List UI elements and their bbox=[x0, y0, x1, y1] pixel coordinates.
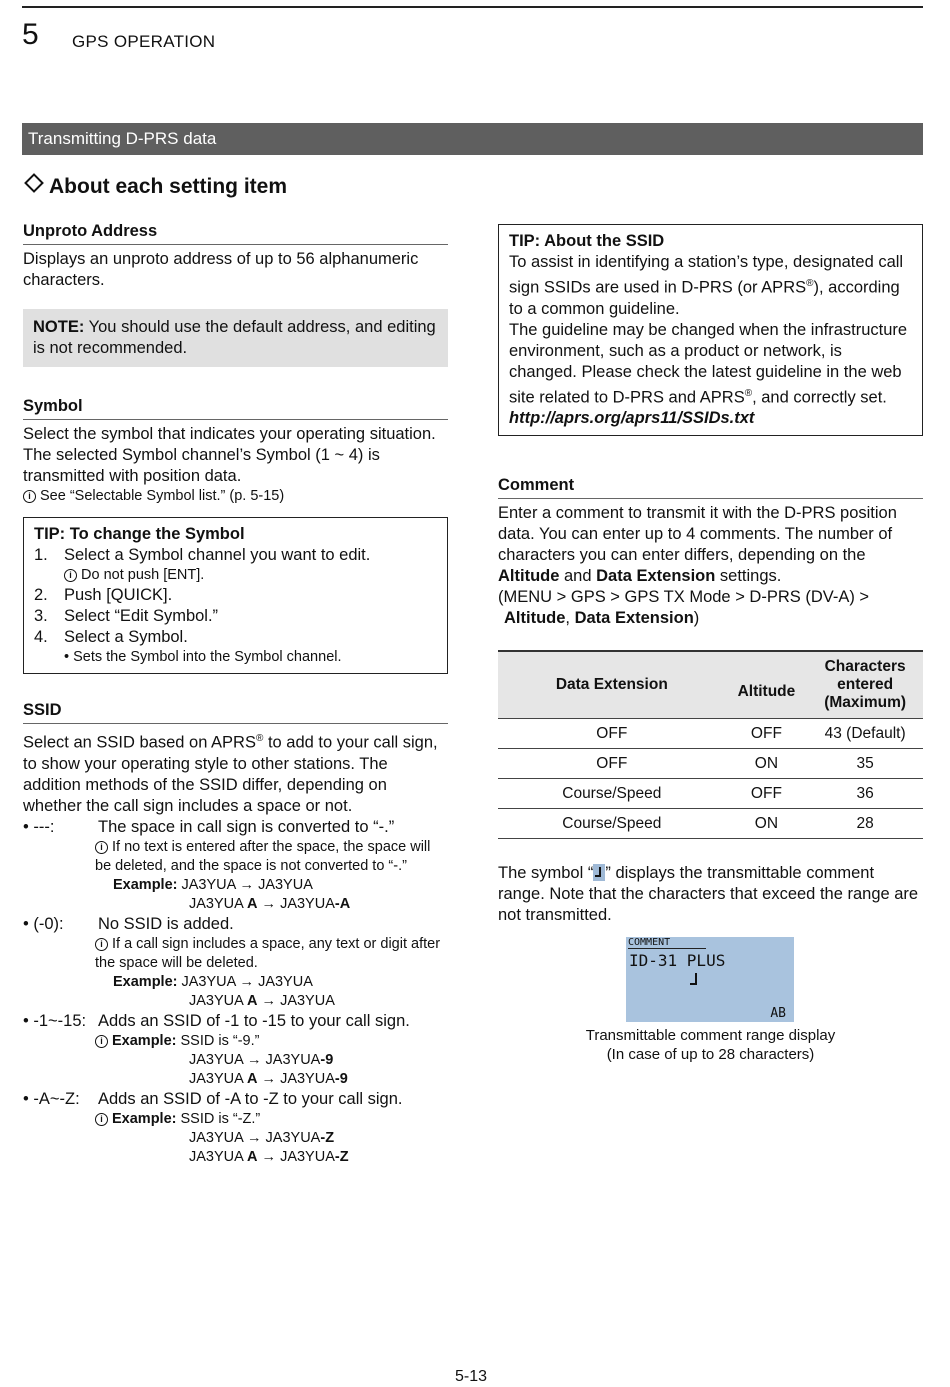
ssid-option-dash: • ---: The space in call sign is converted to “-.” bbox=[23, 817, 395, 836]
tip-ssid-text-2: The guideline may be changed when the infrastructure environment, such as a product or network, is changed. Please check the latest guideline in the web site related to D-PRS and APRS®, and correctly set. bbox=[509, 320, 908, 406]
tip-step-1-note: i Do not push [ENT]. bbox=[34, 566, 437, 585]
tip-step-1: 1. Select a Symbol channel you want to edit. bbox=[34, 546, 371, 564]
comment-title: Comment bbox=[498, 475, 923, 499]
comment-table bbox=[498, 650, 923, 839]
table-header: Characters entered (Maximum) bbox=[807, 651, 923, 719]
comment-section bbox=[498, 475, 923, 629]
tip-symbol-title: TIP: To change the Symbol bbox=[34, 525, 245, 543]
table-row: OFF OFF 43 (Default) bbox=[498, 719, 923, 749]
chapter-number: 5 bbox=[22, 18, 39, 51]
tip-step-4: 4. Select a Symbol. bbox=[34, 628, 188, 646]
unproto-note: NOTE: You should use the default address, and editing is not recommended. bbox=[23, 309, 448, 367]
table-row: Course/Speed ON 28 bbox=[498, 809, 923, 839]
table-header-row bbox=[498, 651, 923, 719]
comment-menu-path-2: Altitude, Data Extension) bbox=[504, 609, 700, 627]
ssid-title: SSID bbox=[23, 700, 448, 724]
tip-ssid-text: To assist in identifying a station’s type, designated call sign SSIDs are used in D-PRS (or APRS®), according to a common guideline. bbox=[509, 253, 904, 318]
ssid-option-letter: • -A~-Z: Adds an SSID of -A to -Z to your call sign. bbox=[23, 1089, 403, 1108]
comment-text: Enter a comment to transmit it with the D-PRS position data. You can enter up to 4 comments. The number of characters you can enter differs, depending on the Altitude and Data Extension settings. bbox=[498, 504, 897, 585]
symbol-note: The symbol “ ” displays the transmittable comment range. Note that the characters that exceed the range are not transmitted. bbox=[498, 864, 919, 924]
info-icon: i bbox=[64, 569, 77, 582]
ssid-option-zero-note: i If a call sign includes a space, any text or digit after the space will be deleted. Example: JA3YUA → JA3YUA JA3YUA A → JA3YUA bbox=[95, 935, 441, 1009]
tip-ssid-url[interactable]: http://aprs.org/aprs11/SSIDs.txt bbox=[509, 409, 755, 427]
chapter-title: GPS OPERATION bbox=[72, 32, 216, 51]
unproto-text: Displays an unproto address of up to 56 alphanumeric characters. bbox=[23, 250, 419, 289]
lcd-text: ID-31 PLUS bbox=[629, 951, 726, 970]
table-header: Altitude bbox=[726, 651, 808, 719]
page-heading: About each setting item bbox=[24, 175, 287, 199]
lcd-label: COMMENT bbox=[628, 938, 706, 949]
ssid-option-dash-note: i If no text is entered after the space, the space will be deleted, and the space is not converted to “-.” Example: JA3YUA → JA3YUA JA3YUA A → JA3YUA-A bbox=[95, 838, 431, 912]
symbol-title: Symbol bbox=[23, 396, 448, 420]
symbol-text: Select the symbol that indicates your operating situation. The selected Symbol channel’s Symbol (1 ~ 4) is transmitted with position data. bbox=[23, 425, 436, 485]
left-column bbox=[23, 221, 448, 1167]
ssid-option-letter-note: i Example: SSID is “-Z.” JA3YUA → JA3YUA-Z JA3YUA A → JA3YUA-Z bbox=[23, 1110, 448, 1167]
table-header: Data Extension bbox=[498, 651, 726, 719]
info-icon: i bbox=[23, 490, 36, 503]
tip-step-2: 2. Push [QUICK]. bbox=[34, 586, 173, 604]
symbol-see: i See “Selectable Symbol list.” (p. 5-15) bbox=[23, 487, 448, 506]
ssid-option-zero: • (-0): No SSID is added. bbox=[23, 914, 234, 933]
tip-symbol-box bbox=[23, 517, 448, 674]
lcd-caption: Transmittable comment range display (In case of up to 28 characters) bbox=[585, 1027, 836, 1063]
tip-ssid-box bbox=[498, 224, 923, 436]
range-end-icon bbox=[593, 864, 605, 881]
ssid-option-number-note: i Example: SSID is “-9.” JA3YUA → JA3YUA-9 JA3YUA A → JA3YUA-9 bbox=[23, 1032, 448, 1089]
page-number: 5-13 bbox=[455, 1368, 488, 1385]
tip-step-4-note: • Sets the Symbol into the Symbol channel. bbox=[64, 649, 342, 665]
comment-menu-path: (MENU > GPS > GPS TX Mode > D-PRS (DV-A) > bbox=[498, 588, 870, 606]
ssid-option-number: • -1~-15: Adds an SSID of -1 to -15 to your call sign. bbox=[23, 1011, 410, 1030]
table-row: Course/Speed OFF 36 bbox=[498, 779, 923, 809]
unproto-title: Unproto Address bbox=[23, 221, 448, 245]
lcd-mode: AB bbox=[770, 1006, 786, 1021]
info-icon: i bbox=[95, 1035, 108, 1048]
info-icon: i bbox=[95, 841, 108, 854]
ssid-intro: Select an SSID based on APRS® to add to your call sign, to show your operating style to other stations. The addition methods of the SSID differ, depending on whether the call sign includes a space or not. bbox=[23, 733, 438, 815]
table-row: OFF ON 35 bbox=[498, 749, 923, 779]
section-bar: Transmitting D-PRS data bbox=[22, 123, 923, 155]
tip-ssid-title: TIP: About the SSID bbox=[509, 232, 665, 250]
header-rule bbox=[22, 6, 923, 8]
lcd-display bbox=[626, 937, 794, 1022]
diamond-icon bbox=[24, 173, 44, 193]
info-icon: i bbox=[95, 938, 108, 951]
info-icon: i bbox=[95, 1113, 108, 1126]
tip-step-3: 3. Select “Edit Symbol.” bbox=[34, 607, 219, 625]
